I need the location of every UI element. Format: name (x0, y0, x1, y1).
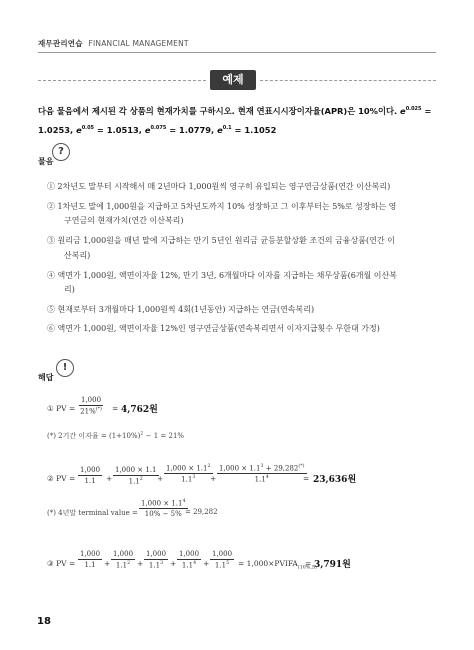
plus-sign: + (210, 474, 217, 483)
header-title-en: FINANCIAL MANAGEMENT (88, 39, 189, 48)
question-item: ① 2차년도 말부터 시작해서 매 2년마다 1,000원씩 영구히 유입되는 영구연금상품(연간 이산복리) (47, 182, 391, 191)
question-item-cont: 리) (64, 285, 75, 294)
intro-line-2: 1.0253, $e^{0.05} = 1.0513$, $e^{0.075} = 1.0779$, $e^{0.1} = 1.1052$ (38, 125, 277, 135)
sol3-equals: = (305, 559, 312, 568)
header-title-ko: 재무관리연습 (38, 39, 83, 48)
sol1-note: (*) 2기간 이자율 = $(1+10\%)^2 - 1 = 21\%$ (47, 431, 185, 440)
sol2-result: 23,636원 (313, 475, 357, 485)
sol2-note-label: (*) 4년말 terminal value = (47, 509, 138, 517)
question-item: ③ 원리금 1,000원을 매년 말에 지급하는 만기 5년인 원리금 균등분할상환 조건의 금융상품(연간 이 (47, 236, 395, 245)
plus-sign: + (203, 559, 210, 568)
answer-icon: ! (56, 359, 74, 377)
answer-label: 해답 (38, 373, 54, 382)
sol2-equals: = (303, 474, 310, 483)
header-rule (38, 52, 436, 53)
sol2-term-2: $\frac{1,000 \times 1.1}{1.1^2}$ (115, 466, 157, 486)
sol3-term-2: $\frac{1,000}{1.1^2}$ (113, 550, 134, 570)
question-item: ⑤ 현재로부터 3개월마다 1,000원씩 4회(1년동안) 지급하는 연금(연속복리) (47, 305, 315, 314)
example-divider-right (260, 80, 436, 81)
question-item: ⑥ 액면가 1,000원, 액면이자율 12%인 영구연금상품(연속복리면서 이자지급횟수 무한대 가정) (47, 324, 380, 333)
sol2-prefix: ② PV = (47, 474, 76, 483)
question-label: 물음 (38, 157, 54, 166)
sol2-note-result: = 29,282 (185, 508, 218, 516)
sol3-term-5: $\frac{1,000}{1.1^5}$ (212, 550, 233, 570)
example-badge: 예제 (210, 70, 256, 90)
plus-sign: + (106, 474, 113, 483)
sol2-term-3: $\frac{1,000 \times 1.1^2}{1.1^3}$ (166, 464, 211, 484)
sol3-result: 3,791원 (314, 560, 351, 570)
sol3-term-4: $\frac{1,000}{1.1^4}$ (179, 550, 200, 570)
question-item-cont: 산복리) (64, 251, 91, 260)
sol1-result: 4,762원 (121, 405, 158, 415)
sol1-prefix: ① PV = (47, 404, 76, 413)
sol2-term-4: $\frac{1,000 \times 1.1^3 + 29,282^{(*)}}{1.1^4}$ (219, 464, 305, 484)
sol3-term-3: $\frac{1,000}{1.1^3}$ (146, 550, 167, 570)
plus-sign: + (157, 474, 164, 483)
question-item-cont: 구연금의 현재가치(연간 이산복리) (64, 216, 184, 225)
sol2-note-fraction: $\frac{1,000 \times 1.1^4}{10\% - 5\%}$ (141, 499, 186, 519)
sol3-pvifa: = $1,000\times PVIFA_{(10\%,5)}$ (238, 559, 317, 571)
sol2-term-1: $\frac{1,000}{1.1}$ (80, 466, 101, 485)
question-item: ④ 액면가 1,000원, 액면이자율 12%, 만기 3년, 6개월마다 이자를 지급하는 채무상품(6개월 이산복 (47, 271, 397, 280)
running-header (38, 38, 189, 49)
sol1-equals: = (112, 404, 119, 413)
intro-line-1: 다음 물음에서 제시된 각 상품의 현재가치를 구하시오. 현재 연표시시장이자율(APR)은 10%이다. $e^{0.025}$ = (38, 106, 432, 116)
sol1-fraction: $\frac{1,000}{21\%^{(*)}}$ (80, 396, 102, 416)
plus-sign: + (170, 559, 177, 568)
sol3-prefix: ③ PV = (47, 559, 76, 568)
sol3-term-1: $\frac{1,000}{1.1}$ (80, 550, 101, 569)
example-divider-left (38, 80, 206, 81)
question-icon: ? (52, 143, 70, 161)
question-item: ② 1차년도 말에 1,000원을 지급하고 5차년도까지 10% 성장하고 그 이후부터는 5%로 성장하는 영 (47, 202, 397, 211)
plus-sign: + (104, 559, 111, 568)
page-number: 18 (37, 616, 51, 627)
plus-sign: + (137, 559, 144, 568)
